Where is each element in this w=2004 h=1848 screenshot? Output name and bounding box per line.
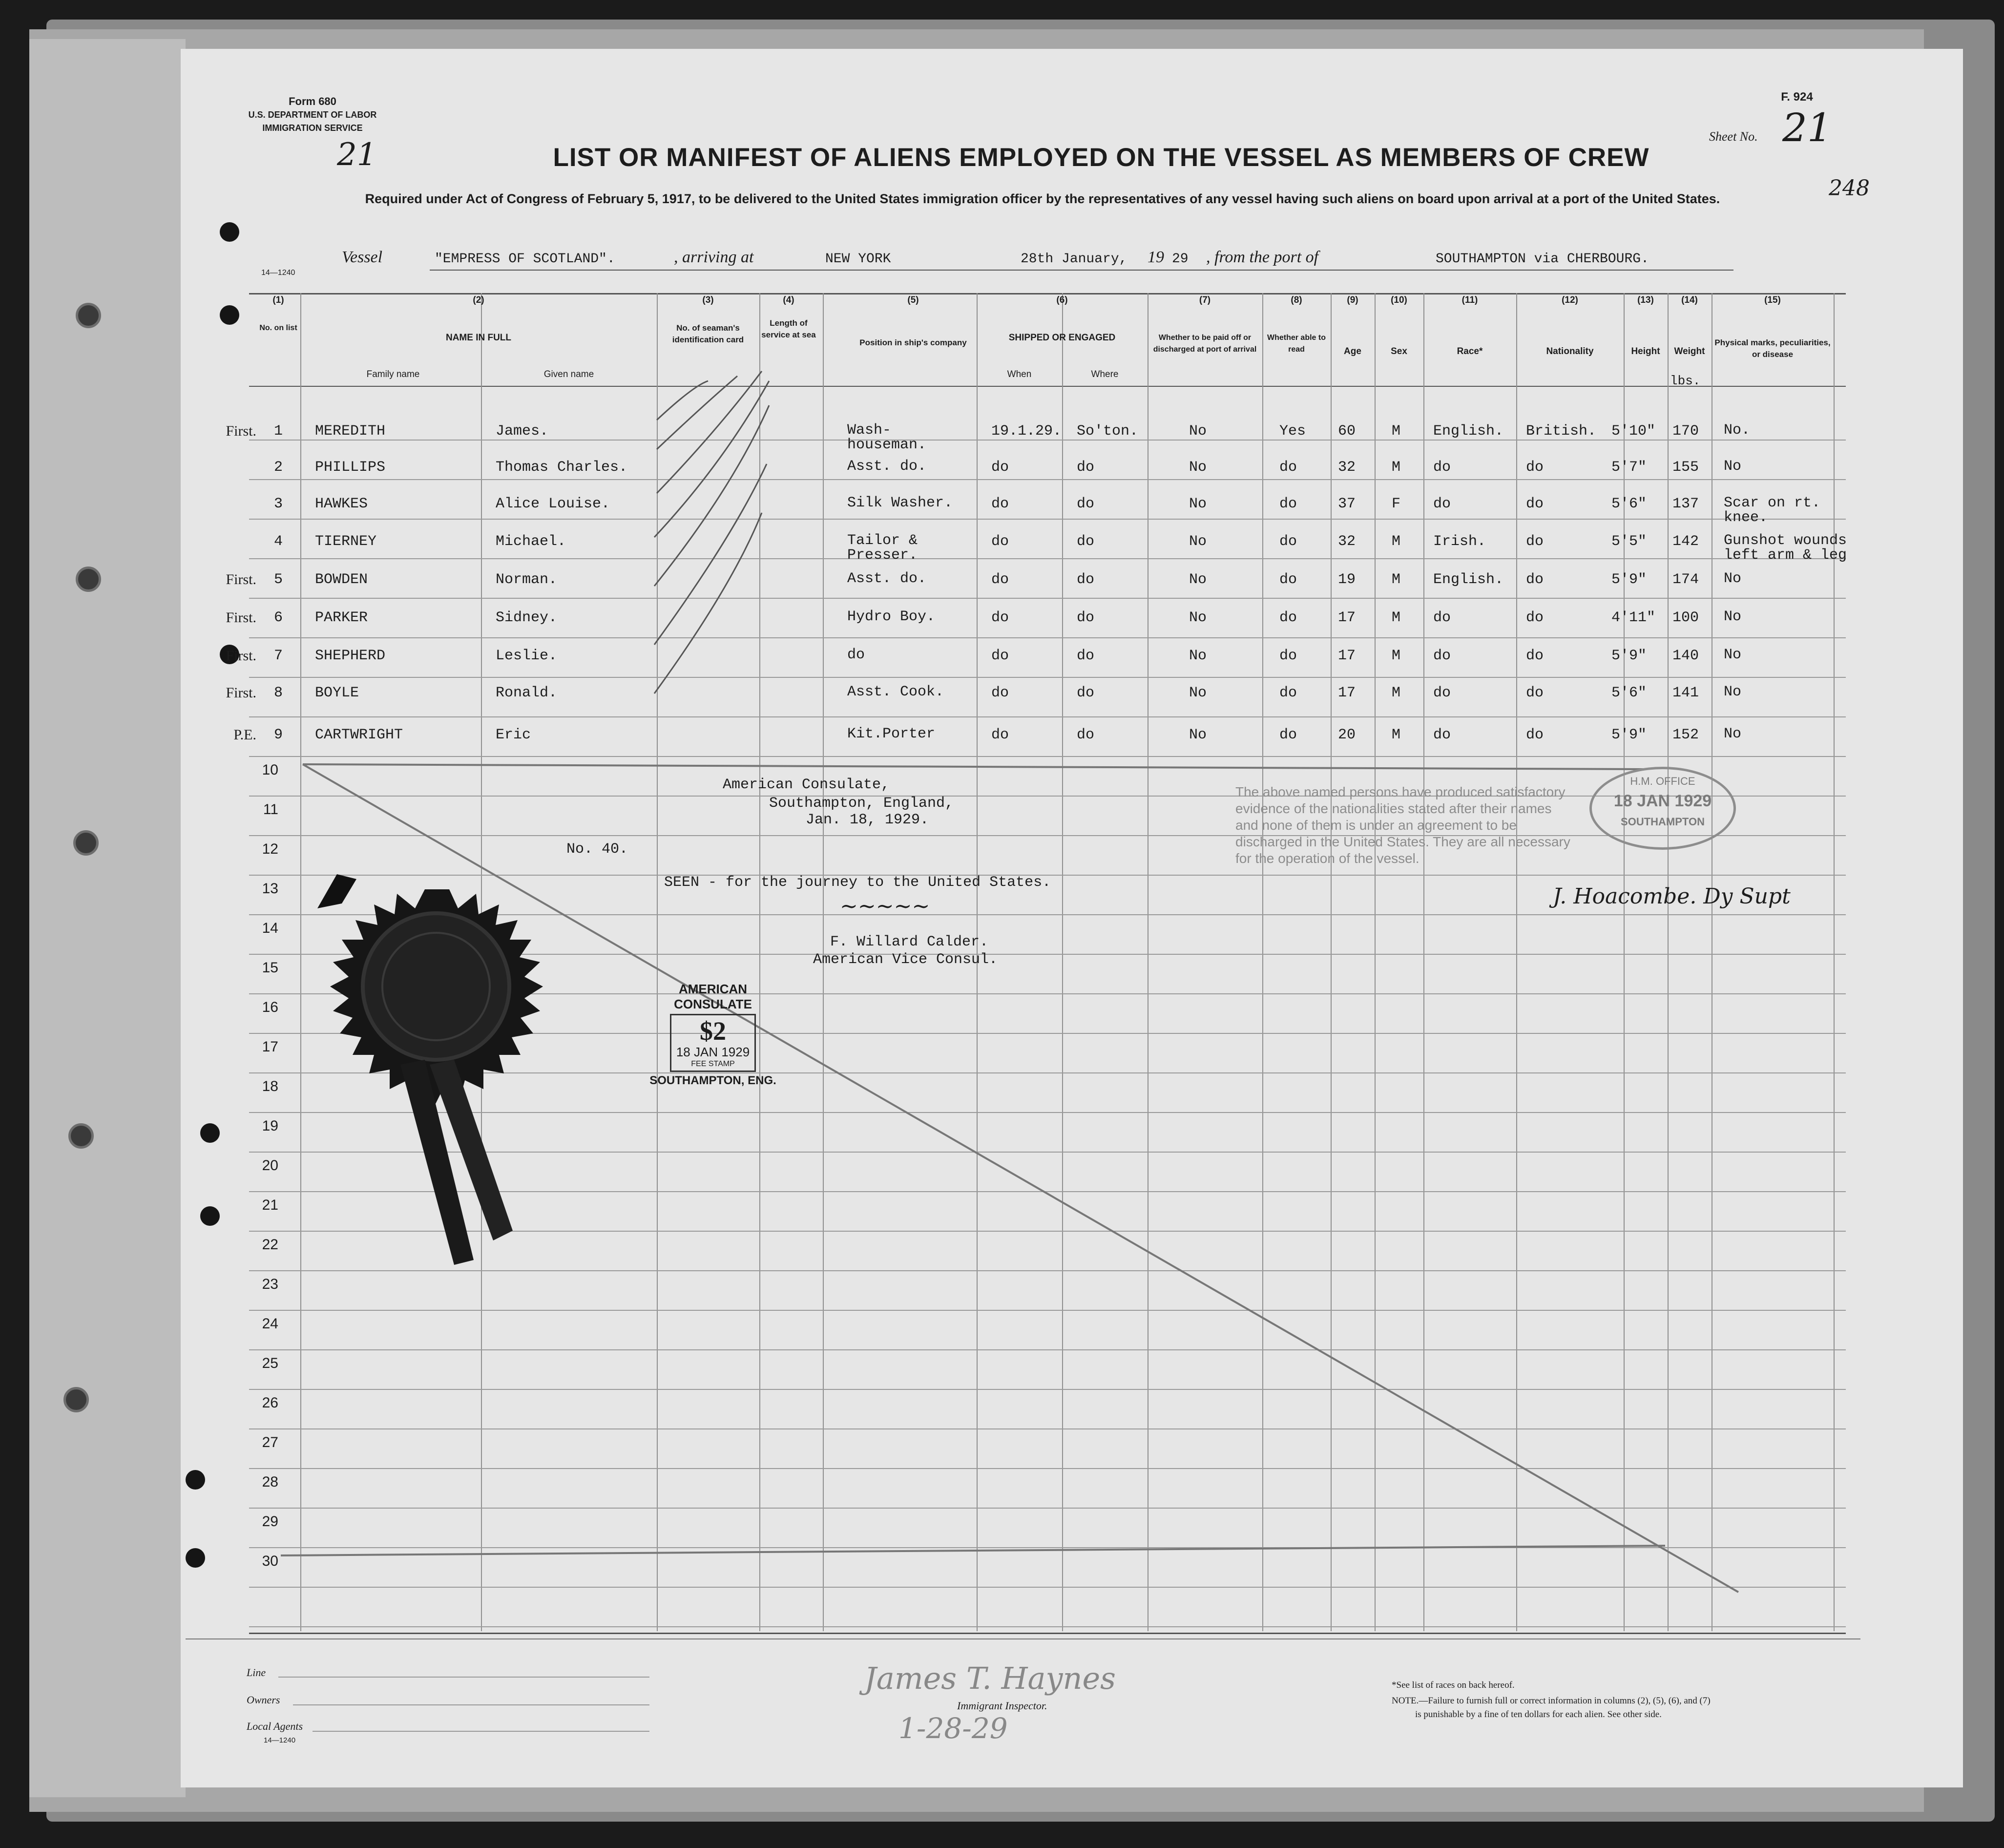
col12-number: (12) — [1562, 295, 1578, 305]
crew-age: 37 — [1338, 496, 1356, 512]
owners-field — [293, 1704, 649, 1705]
consulate-line-2: Southampton, England, — [769, 795, 954, 812]
row-number: 15 — [262, 960, 278, 976]
crew-marks: No — [1724, 609, 1742, 625]
crew-where: do — [1077, 533, 1095, 550]
col15-header: Physical marks, peculiarities, or disease — [1714, 338, 1831, 359]
crew-position: do — [847, 647, 865, 663]
consul-signature: ~~~~~ — [840, 894, 930, 919]
crew-where: do — [1077, 571, 1095, 588]
crew-marks: No — [1724, 458, 1742, 475]
crew-class: First. — [226, 685, 256, 701]
crew-paid: No — [1189, 459, 1207, 476]
crew-no: 7 — [273, 648, 283, 664]
wax-seal — [308, 869, 610, 1284]
crew-marks: Scar on rt. knee. — [1724, 495, 1821, 526]
crew-race: do — [1433, 727, 1451, 743]
crew-when: do — [991, 571, 1009, 588]
crew-nationality: do — [1526, 685, 1544, 701]
crew-sex: M — [1392, 533, 1401, 550]
fee-stamp-date: 18 JAN 1929 — [676, 1045, 750, 1059]
crew-read: do — [1279, 609, 1297, 626]
col10-header: Sex — [1391, 346, 1407, 357]
crew-where: do — [1077, 727, 1095, 743]
certification-text: The above named persons have produced satisfactory evidence of the nationalities stated after their names and none of them is under an agreement to be discharged in the United States. They are all necessary for the operation of the vessel. — [1235, 784, 1570, 866]
year-prefix: 19 — [1148, 248, 1164, 266]
arrival-port: NEW YORK — [825, 252, 891, 267]
crew-height: 4'11" — [1611, 609, 1656, 626]
when-header: When — [1007, 369, 1032, 379]
consulate-date: Jan. 18, 1929. — [806, 812, 929, 828]
crew-marks: No — [1724, 647, 1742, 663]
col13-header: Height — [1631, 346, 1660, 357]
handwritten-sheet-number: 21 — [337, 137, 377, 173]
crew-class: P.E. — [233, 727, 256, 743]
crew-height: 5'9" — [1611, 727, 1647, 743]
crew-position: Wash-houseman. — [847, 422, 927, 453]
crew-race: do — [1433, 609, 1451, 626]
crew-given: James. — [496, 423, 549, 440]
crew-weight: 140 — [1672, 648, 1699, 664]
crew-read: do — [1279, 496, 1297, 512]
crew-given: Leslie. — [496, 648, 558, 664]
crew-family: PARKER — [315, 609, 368, 626]
crew-read: do — [1279, 459, 1297, 476]
crew-given: Eric — [496, 727, 531, 743]
bottom-cancel-line — [281, 1546, 1665, 1555]
crew-where: So'ton. — [1077, 423, 1139, 440]
crew-age: 20 — [1338, 727, 1356, 743]
sheet-label: Sheet No. — [1709, 129, 1758, 144]
crew-when: do — [991, 609, 1009, 626]
consulate-number: No. 40. — [566, 841, 628, 858]
col3-number: (3) — [702, 295, 714, 305]
crew-paid: No — [1189, 496, 1207, 512]
crew-no: 9 — [273, 727, 283, 743]
col9-header: Age — [1344, 346, 1361, 357]
col6-header: SHIPPED OR ENGAGED — [1008, 333, 1116, 343]
consulate-line-1: American Consulate, — [723, 777, 890, 793]
row-number: 11 — [263, 801, 278, 818]
crew-nationality: do — [1526, 609, 1544, 626]
crew-where: do — [1077, 609, 1095, 626]
id-card-slashes — [654, 371, 769, 693]
owners-label: Owners — [247, 1694, 280, 1706]
row-number: 28 — [262, 1474, 278, 1490]
crew-when: do — [991, 727, 1009, 743]
page-subtitle: Required under Act of Congress of February 5, 1917, to be delivered to the United States immigration officer by the representatives of any vessel having such aliens on board upon arrival at a port of the United States. — [365, 191, 1720, 206]
crew-weight: 141 — [1672, 685, 1699, 701]
crew-height: 5'7" — [1611, 459, 1647, 476]
inspector-signature: James T. Haynes — [864, 1660, 1116, 1696]
col8-number: (8) — [1291, 295, 1302, 305]
crew-nationality: do — [1526, 533, 1544, 550]
crew-weight: 155 — [1672, 459, 1699, 476]
row-number: 30 — [262, 1553, 278, 1569]
col2-header: NAME IN FULL — [445, 333, 512, 343]
crew-given: Ronald. — [496, 685, 558, 701]
crew-weight: 100 — [1672, 609, 1699, 626]
crew-position: Hydro Boy. — [847, 609, 936, 625]
crew-height: 5'9" — [1611, 571, 1647, 588]
crew-nationality: British. — [1526, 423, 1597, 440]
col1-number: (1) — [272, 295, 284, 305]
crew-sex: F — [1392, 496, 1401, 512]
crew-paid: No — [1189, 727, 1207, 743]
office-stamp-top: H.M. OFFICE — [1630, 775, 1695, 787]
crew-family: SHEPHERD — [315, 648, 386, 664]
form-number: Form 680 — [289, 95, 336, 107]
col4-header: Length of service at sea — [761, 318, 816, 339]
office-stamp-bottom: SOUTHAMPTON — [1621, 816, 1705, 828]
family-name-header: Family name — [366, 369, 420, 379]
fee-stamp-amount: $2 — [700, 1016, 726, 1046]
crew-position: Kit.Porter — [847, 726, 936, 742]
crew-when: do — [991, 459, 1009, 476]
col15-number: (15) — [1764, 295, 1781, 305]
crew-nationality: do — [1526, 648, 1544, 664]
crew-race: do — [1433, 685, 1451, 701]
crew-age: 17 — [1338, 609, 1356, 626]
fee-stamp-footer: SOUTHAMPTON, ENG. — [649, 1074, 776, 1087]
row-number: 25 — [262, 1355, 278, 1371]
row-number: 26 — [262, 1395, 278, 1411]
line-label: Line — [247, 1666, 266, 1679]
office-stamp-date: 18 JAN 1929 — [1613, 792, 1712, 810]
col5-number: (5) — [907, 295, 919, 305]
page-stamp-number: 248 — [1829, 176, 1870, 201]
crew-paid: No — [1189, 648, 1207, 664]
crew-read: do — [1279, 533, 1297, 550]
local-agents-label: Local Agents — [247, 1720, 303, 1732]
col2-number: (2) — [473, 295, 484, 305]
where-header: Where — [1091, 369, 1119, 379]
crew-when: do — [991, 648, 1009, 664]
consul-title: American Vice Consul. — [813, 951, 998, 968]
from-port-label: , from the port of — [1206, 248, 1319, 266]
penalty-note-cont: is punishable by a fine of ten dollars for each alien. See other side. — [1415, 1709, 1662, 1720]
crew-paid: No — [1189, 571, 1207, 588]
col10-number: (10) — [1391, 295, 1407, 305]
row-number: 13 — [262, 881, 278, 897]
crew-read: do — [1279, 648, 1297, 664]
crew-position: Asst. do. — [847, 458, 927, 475]
crew-race: English. — [1433, 423, 1504, 440]
crew-nationality: do — [1526, 459, 1544, 476]
row-number: 18 — [262, 1078, 278, 1094]
crew-weight: 174 — [1672, 571, 1699, 588]
crew-no: 6 — [273, 609, 283, 626]
crew-age: 60 — [1338, 423, 1356, 440]
crew-age: 32 — [1338, 459, 1356, 476]
fee-stamp — [640, 982, 786, 1088]
crew-position: Asst. Cook. — [847, 684, 944, 700]
crew-family: HAWKES — [315, 496, 368, 512]
crew-age: 17 — [1338, 685, 1356, 701]
crew-paid: No — [1189, 423, 1207, 440]
crew-marks: No. — [1724, 422, 1751, 439]
crew-class: First. — [226, 423, 256, 439]
col1-header: No. on list — [259, 324, 297, 332]
seen-endorsement: SEEN - for the journey to the United States. — [664, 874, 1051, 891]
crew-family: PHILLIPS — [315, 459, 386, 476]
row-number: 20 — [262, 1157, 278, 1174]
print-code: 14—1240 — [261, 269, 295, 277]
crew-family: BOYLE — [315, 685, 359, 701]
row-number: 17 — [262, 1039, 278, 1055]
crew-race: Irish. — [1433, 533, 1486, 550]
crew-no: 4 — [273, 533, 283, 550]
crew-family: TIERNEY — [315, 533, 377, 550]
fee-stamp-label: FEE STAMP — [691, 1060, 735, 1068]
crew-age: 17 — [1338, 648, 1356, 664]
crew-when: do — [991, 685, 1009, 701]
crew-when: 19.1.29. — [991, 423, 1062, 440]
crew-marks: No — [1724, 684, 1742, 700]
col11-header: Race* — [1457, 346, 1483, 357]
row-number: 29 — [262, 1513, 278, 1530]
row-number: 22 — [262, 1237, 278, 1253]
crew-age: 32 — [1338, 533, 1356, 550]
crew-given: Norman. — [496, 571, 558, 588]
crew-marks: No — [1724, 726, 1742, 742]
superintendent-signature: J. Hoacombe. Dy Supt — [1553, 884, 1791, 909]
consul-name: F. Willard Calder. — [830, 934, 989, 950]
crew-marks: No — [1724, 570, 1742, 587]
local-agents-field — [313, 1731, 649, 1732]
row-number: 23 — [262, 1276, 278, 1292]
crew-race: do — [1433, 459, 1451, 476]
vessel-label: Vessel — [342, 248, 383, 266]
col14-header: Weight — [1674, 346, 1705, 357]
arrival-date: 28th January, — [1021, 252, 1127, 267]
crew-race: English. — [1433, 571, 1504, 588]
crew-read: do — [1279, 685, 1297, 701]
crew-weight: 152 — [1672, 727, 1699, 743]
col13-number: (13) — [1637, 295, 1654, 305]
crew-height: 5'5" — [1611, 533, 1647, 550]
crew-class: First. — [226, 609, 256, 626]
col7-header: Whether to be paid off or discharged at port of arrival — [1153, 334, 1257, 354]
line-field — [278, 1677, 649, 1678]
crew-position: Asst. do. — [847, 570, 927, 587]
given-name-header: Given name — [543, 369, 594, 379]
crew-sex: M — [1392, 727, 1401, 743]
crew-given: Sidney. — [496, 609, 558, 626]
crew-sex: M — [1392, 685, 1401, 701]
crew-height: 5'6" — [1611, 685, 1647, 701]
col7-number: (7) — [1199, 295, 1211, 305]
col5-header: Position in ship's company — [859, 338, 967, 347]
crew-sex: M — [1392, 459, 1401, 476]
crew-given: Thomas Charles. — [496, 459, 628, 476]
crew-weight: 170 — [1672, 423, 1699, 440]
crew-sex: M — [1392, 648, 1401, 664]
col12-header: Nationality — [1546, 346, 1594, 357]
weight-unit: lbs. — [1670, 374, 1701, 388]
col9-number: (9) — [1347, 295, 1358, 305]
crew-paid: No — [1189, 609, 1207, 626]
crew-race: do — [1433, 648, 1451, 664]
inspector-label: Immigrant Inspector. — [957, 1700, 1047, 1712]
page-title: LIST OR MANIFEST OF ALIENS EMPLOYED ON THE VESSEL AS MEMBERS OF CREW — [553, 143, 1649, 172]
row-number: 16 — [262, 999, 278, 1015]
col11-number: (11) — [1461, 295, 1478, 305]
row-number: 14 — [262, 920, 278, 936]
crew-where: do — [1077, 685, 1095, 701]
top-cancel-line — [303, 764, 1646, 769]
crew-no: 1 — [273, 423, 283, 440]
crew-no: 2 — [273, 459, 283, 476]
crew-height: 5'9" — [1611, 648, 1647, 664]
crew-paid: No — [1189, 685, 1207, 701]
crew-sex: M — [1392, 423, 1401, 440]
col3-header: No. of seaman's identification card — [672, 323, 744, 344]
col6-number: (6) — [1056, 295, 1068, 305]
crew-given: Alice Louise. — [496, 496, 610, 512]
crew-no: 8 — [273, 685, 283, 701]
row-number: 24 — [262, 1316, 278, 1332]
crew-where: do — [1077, 496, 1095, 512]
departure-port: SOUTHAMPTON via CHERBOURG. — [1436, 252, 1649, 267]
crew-when: do — [991, 496, 1009, 512]
crew-where: do — [1077, 648, 1095, 664]
crew-race: do — [1433, 496, 1451, 512]
row-number: 19 — [262, 1118, 278, 1134]
crew-weight: 137 — [1672, 496, 1699, 512]
fee-stamp-header: AMERICAN CONSULATE — [674, 982, 752, 1011]
crew-sex: M — [1392, 571, 1401, 588]
col4-number: (4) — [783, 295, 794, 305]
crew-read: do — [1279, 727, 1297, 743]
crew-family: MEREDITH — [315, 423, 386, 440]
crew-class: First. — [226, 571, 256, 588]
crew-no: 5 — [273, 571, 283, 588]
crew-sex: M — [1392, 609, 1401, 626]
crew-family: CARTWRIGHT — [315, 727, 403, 743]
row-number: 21 — [262, 1197, 278, 1213]
crew-nationality: do — [1526, 571, 1544, 588]
crew-position: Silk Washer. — [847, 495, 953, 511]
arrival-year: 29 — [1172, 252, 1189, 267]
crew-nationality: do — [1526, 496, 1544, 512]
row-number: 12 — [262, 841, 278, 857]
col14-number: (14) — [1681, 295, 1698, 305]
crew-nationality: do — [1526, 727, 1544, 743]
vessel-name: "EMPRESS OF SCOTLAND". — [435, 252, 615, 267]
crew-marks: Gunshot wounds left arm & leg — [1724, 532, 1847, 564]
crew-class: First. — [226, 648, 256, 664]
crew-given: Michael. — [496, 533, 566, 550]
footer-print-code: 14—1240 — [264, 1736, 296, 1744]
crew-age: 19 — [1338, 571, 1356, 588]
crew-position: Tailor & Presser. — [847, 532, 918, 564]
penalty-note: NOTE.—Failure to furnish full or correct information in columns (2), (5), (6), and (7) — [1392, 1696, 1711, 1706]
arriving-label: , arriving at — [674, 248, 754, 266]
crew-paid: No — [1189, 533, 1207, 550]
races-note: *See list of races on back hereof. — [1392, 1680, 1515, 1690]
crew-height: 5'10" — [1611, 423, 1656, 440]
crew-read: do — [1279, 571, 1297, 588]
form-code: F. 924 — [1781, 90, 1813, 104]
inspector-date: 1-28-29 — [898, 1712, 1008, 1745]
crew-no: 3 — [273, 496, 283, 512]
crew-height: 5'6" — [1611, 496, 1647, 512]
col8-header: Whether able to read — [1267, 334, 1326, 354]
service-name: IMMIGRATION SERVICE — [262, 123, 363, 133]
crew-when: do — [991, 533, 1009, 550]
row-number: 10 — [262, 762, 278, 778]
row-number: 27 — [262, 1434, 278, 1450]
crew-family: BOWDEN — [315, 571, 368, 588]
crew-where: do — [1077, 459, 1095, 476]
crew-weight: 142 — [1672, 533, 1699, 550]
crew-read: Yes — [1279, 423, 1306, 440]
sheet-number: 21 — [1782, 105, 1832, 150]
department-name: U.S. DEPARTMENT OF LABOR — [248, 110, 377, 120]
office-stamp — [1589, 767, 1736, 850]
